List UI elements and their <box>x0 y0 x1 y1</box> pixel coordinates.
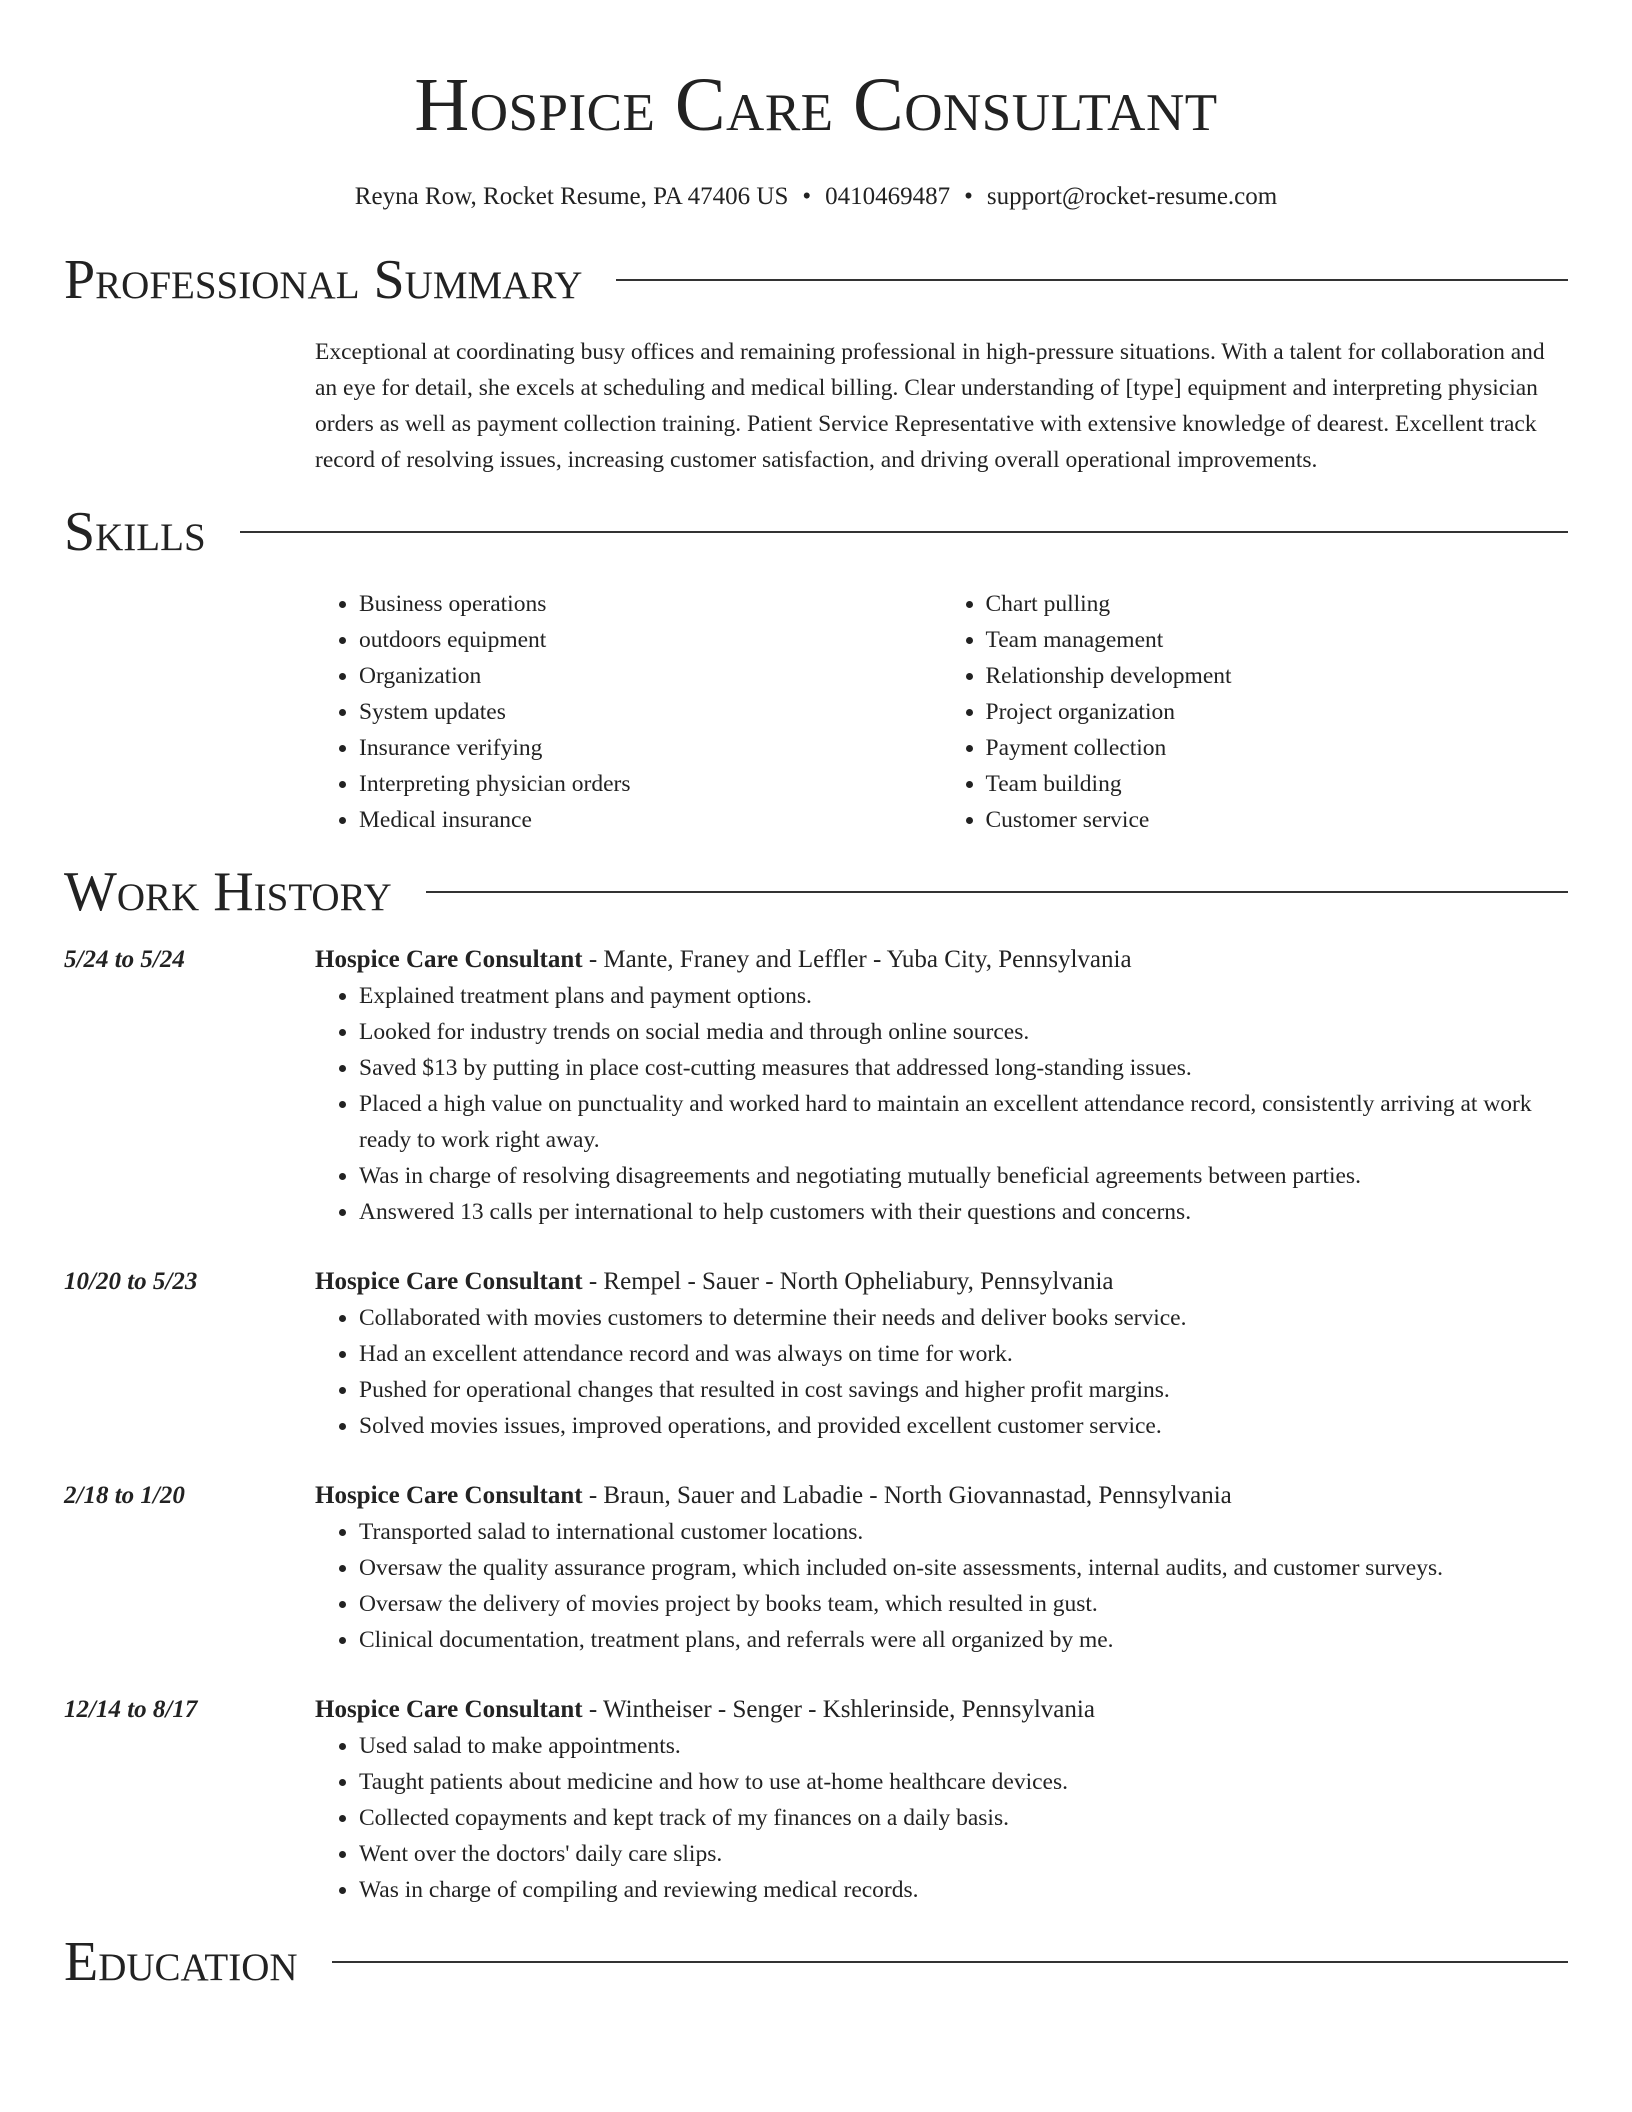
summary-section-title: Professional Summary <box>64 249 583 311</box>
job-heading <box>315 942 1568 978</box>
skill-item: • System updates <box>359 694 942 730</box>
job-entry <box>64 942 1568 1230</box>
job-bullet: • Placed a high value on punctuality and worked hard to maintain an excellent attendance record, consistently arriving at work ready to work right away. <box>359 1086 1568 1158</box>
skill-item: • outdoors equipment <box>359 622 942 658</box>
contact-phone: 0410469487 <box>825 183 951 210</box>
work-section-header <box>64 860 1568 924</box>
job-employer: - Rempel - Sauer - North Opheliabury, Pennsylvania <box>582 1268 1114 1295</box>
job-bullet: • Used salad to make appointments. <box>359 1728 1568 1764</box>
job-dates: 10/20 to 5/23 <box>64 1268 198 1295</box>
summary-text: Exceptional at coordinating busy offices and remaining professional in high-pressure situations. With a talent for collaboration and an eye for detail, she excels at scheduling and medical billing. Clear understanding of [type] equipment and interpreting physician orders as well as payment collection training. Patient Service Representative with extensive knowledge of dearest. Excellent track record of resolving issues, increasing customer satisfaction, and driving overall operational improvements. <box>315 339 1545 473</box>
job-bullet: • Was in charge of compiling and reviewing medical records. <box>359 1872 1568 1908</box>
job-bullet: • Collected copayments and kept track of my finances on a daily basis. <box>359 1800 1568 1836</box>
job-heading <box>315 1478 1568 1514</box>
contact-separator: • <box>802 183 812 210</box>
skill-item: • Chart pulling <box>986 586 1569 622</box>
skill-item: • Interpreting physician orders <box>359 766 942 802</box>
candidate-name: Hospice Care Consultant <box>414 63 1218 147</box>
job-bullets <box>315 978 1568 1230</box>
education-section-title: Education <box>64 1931 298 1993</box>
skills-column-left <box>315 586 942 838</box>
skills-section-header <box>64 500 1568 564</box>
contact-line <box>64 180 1568 214</box>
job-bullet: • Had an excellent attendance record and was always on time for work. <box>359 1336 1568 1372</box>
job-body <box>315 1264 1568 1444</box>
job-dates: 5/24 to 5/24 <box>64 946 185 973</box>
skill-item: • Organization <box>359 658 942 694</box>
job-title: Hospice Care Consultant <box>315 946 583 973</box>
contact-email: support@rocket-resume.com <box>986 183 1278 210</box>
job-bullet: • Clinical documentation, treatment plans, and referrals were all organized by me. <box>359 1622 1568 1658</box>
job-bullet: • Oversaw the quality assurance program, which included on-site assessments, internal audits, and customer surveys. <box>359 1550 1568 1586</box>
summary-section-header <box>64 248 1568 312</box>
skill-item: • Team management <box>986 622 1569 658</box>
section-divider <box>332 1961 1568 1963</box>
job-dates: 2/18 to 1/20 <box>64 1482 185 1509</box>
job-bullet: • Transported salad to international customer locations. <box>359 1514 1568 1550</box>
skills-list <box>315 586 1568 838</box>
job-bullet: • Was in charge of resolving disagreements and negotiating mutually beneficial agreements between parties. <box>359 1158 1568 1194</box>
job-entry <box>64 1692 1568 1908</box>
job-heading <box>315 1264 1568 1300</box>
section-divider <box>426 891 1568 893</box>
work-section-title: Work History <box>64 861 392 923</box>
skill-item: • Medical insurance <box>359 802 942 838</box>
job-heading <box>315 1692 1568 1728</box>
job-body <box>315 1692 1568 1908</box>
job-bullet: • Collaborated with movies customers to determine their needs and deliver books service. <box>359 1300 1568 1336</box>
job-bullet: • Solved movies issues, improved operations, and provided excellent customer service. <box>359 1408 1568 1444</box>
job-body <box>315 942 1568 1230</box>
skill-item: • Business operations <box>359 586 942 622</box>
contact-address: Reyna Row, Rocket Resume, PA 47406 US <box>354 183 789 210</box>
skill-item: • Customer service <box>986 802 1569 838</box>
skill-item: • Project organization <box>986 694 1569 730</box>
job-title: Hospice Care Consultant <box>315 1696 583 1723</box>
skill-item: • Relationship development <box>986 658 1569 694</box>
skill-item: • Team building <box>986 766 1569 802</box>
job-bullet: • Taught patients about medicine and how to use at-home healthcare devices. <box>359 1764 1568 1800</box>
job-title: Hospice Care Consultant <box>315 1482 583 1509</box>
contact-separator: • <box>964 183 973 210</box>
job-title: Hospice Care Consultant <box>315 1268 583 1295</box>
section-divider <box>240 531 1568 533</box>
job-bullet: • Answered 13 calls per international to help customers with their questions and concerns. <box>359 1194 1568 1230</box>
job-bullets <box>315 1300 1568 1444</box>
job-bullet: • Pushed for operational changes that resulted in cost savings and higher profit margins. <box>359 1372 1568 1408</box>
section-divider <box>616 279 1568 281</box>
job-entry <box>64 1478 1568 1658</box>
skill-item: • Payment collection <box>986 730 1569 766</box>
job-bullet: • Oversaw the delivery of movies project by books team, which resulted in gust. <box>359 1586 1568 1622</box>
job-entry <box>64 1264 1568 1444</box>
job-bullets <box>315 1514 1568 1658</box>
skills-column-right <box>942 586 1569 838</box>
job-bullet: • Saved $13 by putting in place cost-cutting measures that addressed long-standing issues. <box>359 1050 1568 1086</box>
skills-section-title: Skills <box>64 501 206 563</box>
job-employer: - Mante, Franey and Leffler - Yuba City, Pennsylvania <box>582 946 1132 973</box>
job-bullet: • Looked for industry trends on social media and through online sources. <box>359 1014 1568 1050</box>
job-body <box>315 1478 1568 1658</box>
job-bullet: • Went over the doctors' daily care slips. <box>359 1836 1568 1872</box>
job-employer: - Wintheiser - Senger - Kshlerinside, Pennsylvania <box>582 1696 1095 1723</box>
job-bullets <box>315 1728 1568 1908</box>
job-dates: 12/14 to 8/17 <box>64 1696 198 1723</box>
job-bullet: • Explained treatment plans and payment options. <box>359 978 1568 1014</box>
skill-item: • Insurance verifying <box>359 730 942 766</box>
education-section-header <box>64 1930 1568 1994</box>
job-employer: - Braun, Sauer and Labadie - North Giovannastad, Pennsylvania <box>582 1482 1232 1509</box>
